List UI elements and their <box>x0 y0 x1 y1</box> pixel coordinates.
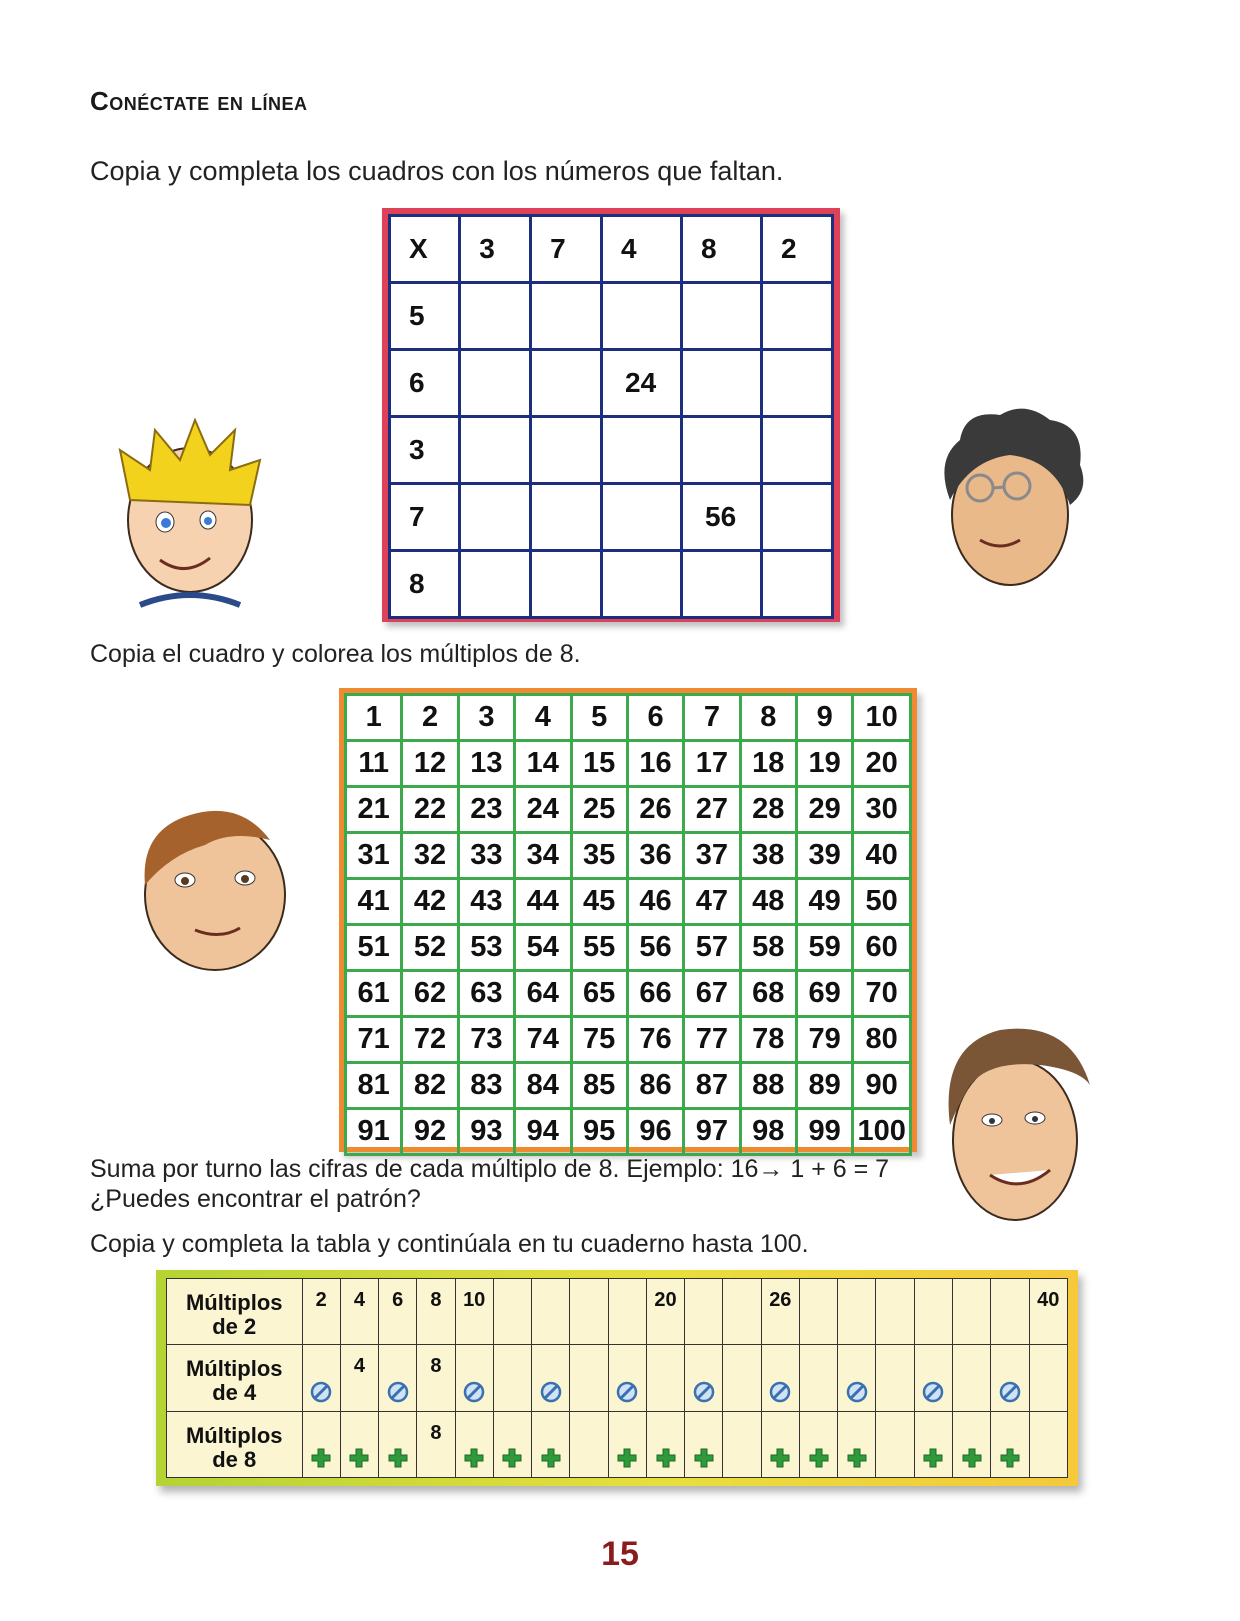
multiples-cell[interactable] <box>761 1345 799 1411</box>
hundred-cell[interactable]: 72 <box>402 1017 458 1063</box>
hundred-cell[interactable]: 81 <box>346 1063 402 1109</box>
hundred-cell[interactable]: 68 <box>740 971 796 1017</box>
multiples-cell[interactable] <box>685 1345 723 1411</box>
mult-cell[interactable] <box>460 484 531 551</box>
hundred-cell[interactable]: 6 <box>627 695 683 741</box>
multiples-cell[interactable] <box>570 1411 608 1477</box>
hundred-grid <box>344 693 912 1156</box>
hundred-cell[interactable]: 78 <box>740 1017 796 1063</box>
hundred-cell[interactable]: 11 <box>346 741 402 787</box>
instruction-sum-digits-line2: ¿Puedes encontrar el patrón? <box>90 1185 421 1213</box>
brown-hair-boy-illustration <box>110 790 310 985</box>
mult-row <box>390 350 833 417</box>
mult-row <box>390 551 833 618</box>
instruction-sum-digits <box>90 1154 889 1214</box>
hundred-cell[interactable]: 25 <box>571 787 627 833</box>
no-symbol-icon <box>387 1381 409 1403</box>
multiples-cell[interactable] <box>570 1279 608 1345</box>
green-plus-icon <box>808 1447 830 1469</box>
mult-column-header: 3 <box>460 216 531 283</box>
multiples-cell[interactable] <box>455 1345 493 1411</box>
green-plus-icon <box>310 1447 332 1469</box>
hundred-cell[interactable]: 57 <box>684 925 740 971</box>
multiples-cell[interactable] <box>417 1345 455 1411</box>
hundred-cell[interactable]: 16 <box>627 741 683 787</box>
multiples-cell[interactable] <box>493 1411 531 1477</box>
multiples-cell[interactable] <box>914 1345 952 1411</box>
mult-cell[interactable]: 24 <box>602 350 682 417</box>
multiples-cell[interactable] <box>646 1279 684 1345</box>
mult-cell[interactable] <box>531 484 602 551</box>
multiples-row-label-line2: de 2 <box>212 1314 257 1339</box>
hundred-cell[interactable]: 59 <box>797 925 853 971</box>
hundred-cell[interactable]: 32 <box>402 833 458 879</box>
hundred-cell[interactable]: 80 <box>853 1017 911 1063</box>
mult-header-row <box>390 216 833 283</box>
mult-column-header: 8 <box>682 216 762 283</box>
hundred-cell[interactable]: 37 <box>684 833 740 879</box>
hundred-cell[interactable]: 26 <box>627 787 683 833</box>
multiples-cell[interactable] <box>876 1345 914 1411</box>
hundred-cell[interactable]: 79 <box>797 1017 853 1063</box>
mult-cell[interactable] <box>460 350 531 417</box>
multiples-cell[interactable] <box>570 1345 608 1411</box>
green-plus-icon <box>463 1447 485 1469</box>
multiples-cell[interactable] <box>914 1279 952 1345</box>
multiples-cell[interactable] <box>914 1411 952 1477</box>
hundred-cell[interactable]: 19 <box>797 741 853 787</box>
hundred-cell[interactable]: 45 <box>571 879 627 925</box>
page-heading: Conéctate en línea <box>90 86 308 116</box>
hundred-cell[interactable]: 10 <box>853 695 911 741</box>
mult-cell[interactable] <box>762 417 833 484</box>
hundred-cell[interactable]: 9 <box>797 695 853 741</box>
hundred-cell[interactable]: 38 <box>740 833 796 879</box>
multiples-cell[interactable] <box>1029 1411 1067 1477</box>
hundred-cell[interactable]: 74 <box>515 1017 571 1063</box>
mult-row <box>390 417 833 484</box>
mult-row-header: 6 <box>390 350 460 417</box>
mult-cell[interactable] <box>460 551 531 618</box>
hundred-cell[interactable]: 35 <box>571 833 627 879</box>
multiples-cell[interactable] <box>532 1345 570 1411</box>
smiling-boy-illustration <box>930 1015 1100 1230</box>
mult-row <box>390 283 833 350</box>
hundred-row <box>346 1017 911 1063</box>
hundred-cell[interactable]: 7 <box>684 695 740 741</box>
hundred-cell[interactable]: 62 <box>402 971 458 1017</box>
hundred-cell[interactable]: 82 <box>402 1063 458 1109</box>
multiples-row-label-line1: Múltiplos <box>185 1356 283 1382</box>
green-plus-icon <box>616 1447 638 1469</box>
mult-row-header: 8 <box>390 551 460 618</box>
multiples-cell[interactable] <box>646 1411 684 1477</box>
hundred-cell[interactable]: 58 <box>740 925 796 971</box>
multiples-cell[interactable] <box>723 1345 761 1411</box>
multiples-cell-value: 8 <box>430 1421 442 1444</box>
curly-hair-boy-illustration <box>925 400 1095 610</box>
multiples-cell[interactable] <box>379 1345 417 1411</box>
hundred-row <box>346 741 911 787</box>
hundred-cell[interactable]: 22 <box>402 787 458 833</box>
multiples-cell[interactable] <box>685 1279 723 1345</box>
hundred-cell[interactable]: 93 <box>458 1109 514 1155</box>
hundred-cell[interactable]: 3 <box>458 695 514 741</box>
multiples-cell[interactable] <box>761 1411 799 1477</box>
hundred-cell[interactable]: 44 <box>515 879 571 925</box>
instruction-complete-tables: Copia y completa los cuadros con los números que faltan. <box>90 156 784 186</box>
hundred-cell[interactable]: 95 <box>571 1109 627 1155</box>
mult-cell[interactable] <box>531 417 602 484</box>
hundred-cell[interactable]: 1 <box>346 695 402 741</box>
hundred-row <box>346 925 911 971</box>
multiples-cell[interactable] <box>838 1411 876 1477</box>
hundred-cell[interactable]: 12 <box>402 741 458 787</box>
hundred-cell[interactable]: 42 <box>402 879 458 925</box>
multiples-cell[interactable] <box>1029 1279 1067 1345</box>
hundred-cell[interactable]: 56 <box>627 925 683 971</box>
hundred-cell[interactable]: 91 <box>346 1109 402 1155</box>
mult-cell[interactable] <box>762 350 833 417</box>
mult-cell[interactable]: 56 <box>682 484 762 551</box>
hundred-row <box>346 971 911 1017</box>
multiples-cell[interactable] <box>340 1411 378 1477</box>
hundred-cell[interactable]: 67 <box>684 971 740 1017</box>
multiples-cell[interactable] <box>493 1279 531 1345</box>
hundred-cell[interactable]: 51 <box>346 925 402 971</box>
multiples-cell[interactable] <box>493 1345 531 1411</box>
green-plus-icon <box>769 1447 791 1469</box>
multiples-cell-value: 26 <box>769 1289 792 1311</box>
hundred-row <box>346 1109 911 1155</box>
no-symbol-icon <box>846 1381 868 1403</box>
mult-cell[interactable] <box>602 551 682 618</box>
mult-row-header: 3 <box>390 417 460 484</box>
hundred-cell[interactable]: 47 <box>684 879 740 925</box>
page-number: 15 <box>601 1535 639 1573</box>
green-plus-icon <box>922 1447 944 1469</box>
multiples-cell[interactable] <box>608 1411 646 1477</box>
mult-cell[interactable] <box>602 484 682 551</box>
mult-cell[interactable] <box>531 283 602 350</box>
hundred-cell[interactable]: 55 <box>571 925 627 971</box>
green-plus-icon <box>655 1447 677 1469</box>
hundred-cell[interactable]: 27 <box>684 787 740 833</box>
mult-corner: X <box>390 216 460 283</box>
hundred-cell[interactable]: 85 <box>571 1063 627 1109</box>
instruction-color-multiples: Copia el cuadro y colorea los múltiplos de 8. <box>90 640 581 668</box>
mult-cell[interactable] <box>460 283 531 350</box>
hundred-cell[interactable]: 53 <box>458 925 514 971</box>
hundred-row <box>346 695 911 741</box>
hundred-cell[interactable]: 14 <box>515 741 571 787</box>
multiples-cell[interactable] <box>876 1279 914 1345</box>
mult-row-header: 5 <box>390 283 460 350</box>
multiples-table <box>156 1270 1078 1486</box>
mult-row-header: 7 <box>390 484 460 551</box>
multiples-cell[interactable] <box>455 1279 493 1345</box>
hundred-cell[interactable]: 41 <box>346 879 402 925</box>
multiples-cell[interactable] <box>608 1345 646 1411</box>
hundred-cell[interactable]: 54 <box>515 925 571 971</box>
hundred-cell[interactable]: 97 <box>684 1109 740 1155</box>
multiples-cell[interactable] <box>876 1411 914 1477</box>
hundred-cell[interactable]: 31 <box>346 833 402 879</box>
hundred-cell[interactable]: 36 <box>627 833 683 879</box>
mult-cell[interactable] <box>531 350 602 417</box>
multiples-row-label-line1: Múltiplos <box>185 1290 283 1315</box>
hundred-cell[interactable]: 87 <box>684 1063 740 1109</box>
mult-cell[interactable] <box>531 551 602 618</box>
blond-boy-illustration <box>100 410 280 610</box>
multiples-cell[interactable] <box>1029 1345 1067 1411</box>
hundred-cell[interactable]: 46 <box>627 879 683 925</box>
multiples-cell[interactable] <box>838 1345 876 1411</box>
multiples-cell-value: 4 <box>353 1289 365 1311</box>
multiples-cell[interactable] <box>838 1279 876 1345</box>
multiples-row-label <box>167 1345 303 1411</box>
hundred-cell[interactable]: 52 <box>402 925 458 971</box>
mult-cell[interactable] <box>762 484 833 551</box>
no-symbol-icon <box>769 1381 791 1403</box>
hundred-cell[interactable]: 43 <box>458 879 514 925</box>
hundred-cell[interactable]: 90 <box>853 1063 911 1109</box>
multiples-cell[interactable] <box>991 1345 1029 1411</box>
no-symbol-icon <box>310 1381 332 1403</box>
hundred-cell[interactable]: 39 <box>797 833 853 879</box>
hundred-cell[interactable]: 84 <box>515 1063 571 1109</box>
multiples-cell-value: 4 <box>353 1355 365 1378</box>
multiples-cell[interactable] <box>340 1279 378 1345</box>
hundred-cell[interactable]: 30 <box>853 787 911 833</box>
multiples-cell[interactable] <box>799 1345 837 1411</box>
multiples-row-label <box>167 1411 303 1477</box>
multiples-cell-value: 6 <box>392 1289 404 1311</box>
multiples-row <box>167 1345 1068 1411</box>
green-plus-icon <box>846 1447 868 1469</box>
mult-cell[interactable] <box>682 551 762 618</box>
hundred-cell[interactable]: 77 <box>684 1017 740 1063</box>
hundred-chart <box>339 688 917 1152</box>
multiples-cell-value: 10 <box>463 1289 486 1311</box>
green-plus-icon <box>693 1447 715 1469</box>
hundred-cell[interactable]: 20 <box>853 741 911 787</box>
multiples-cell[interactable] <box>417 1279 455 1345</box>
multiples-grid <box>166 1278 1068 1478</box>
no-symbol-icon <box>463 1381 485 1403</box>
multiples-row <box>167 1279 1068 1345</box>
hundred-cell[interactable]: 71 <box>346 1017 402 1063</box>
hundred-cell[interactable]: 83 <box>458 1063 514 1109</box>
green-plus-icon <box>348 1447 370 1469</box>
hundred-cell[interactable]: 63 <box>458 971 514 1017</box>
multiples-cell[interactable] <box>953 1345 991 1411</box>
no-symbol-icon <box>999 1381 1021 1403</box>
multiples-cell[interactable] <box>991 1411 1029 1477</box>
no-symbol-icon <box>540 1381 562 1403</box>
multiples-cell-value: 8 <box>430 1355 442 1378</box>
hundred-cell[interactable]: 89 <box>797 1063 853 1109</box>
multiples-cell[interactable] <box>302 1345 340 1411</box>
hundred-cell[interactable]: 70 <box>853 971 911 1017</box>
mult-column-header: 7 <box>531 216 602 283</box>
mult-cell[interactable] <box>682 417 762 484</box>
hundred-cell[interactable]: 2 <box>402 695 458 741</box>
green-plus-icon <box>961 1447 983 1469</box>
hundred-row <box>346 879 911 925</box>
multiplication-grid <box>388 214 834 619</box>
multiples-row-label <box>167 1279 303 1345</box>
multiples-cell[interactable] <box>761 1279 799 1345</box>
mult-cell[interactable] <box>682 350 762 417</box>
hundred-cell[interactable]: 49 <box>797 879 853 925</box>
mult-cell[interactable] <box>602 283 682 350</box>
hundred-cell[interactable]: 50 <box>853 879 911 925</box>
multiples-row <box>167 1411 1068 1477</box>
multiples-row-label-line2: de 4 <box>212 1380 257 1406</box>
mult-cell[interactable] <box>602 417 682 484</box>
hundred-cell[interactable]: 8 <box>740 695 796 741</box>
hundred-cell[interactable]: 28 <box>740 787 796 833</box>
hundred-cell[interactable]: 34 <box>515 833 571 879</box>
hundred-cell[interactable]: 29 <box>797 787 853 833</box>
multiples-cell-value: 8 <box>430 1289 442 1311</box>
hundred-cell[interactable]: 76 <box>627 1017 683 1063</box>
hundred-cell[interactable]: 21 <box>346 787 402 833</box>
mult-cell[interactable] <box>682 283 762 350</box>
multiples-cell[interactable] <box>302 1279 340 1345</box>
hundred-cell[interactable]: 5 <box>571 695 627 741</box>
hundred-cell[interactable]: 18 <box>740 741 796 787</box>
hundred-cell[interactable]: 17 <box>684 741 740 787</box>
multiples-cell[interactable] <box>799 1279 837 1345</box>
hundred-cell[interactable]: 88 <box>740 1063 796 1109</box>
hundred-cell[interactable]: 100 <box>853 1109 911 1155</box>
hundred-cell[interactable]: 92 <box>402 1109 458 1155</box>
multiples-cell-value: 2 <box>315 1289 327 1311</box>
multiples-cell-value: 20 <box>654 1289 677 1311</box>
hundred-cell[interactable]: 96 <box>627 1109 683 1155</box>
instruction-sum-digits-line1: Suma por turno las cifras de cada múltiplo de 8. Ejemplo: 16→ 1 + 6 = 7 <box>90 1155 890 1183</box>
hundred-cell[interactable]: 40 <box>853 833 911 879</box>
hundred-cell[interactable]: 60 <box>853 925 911 971</box>
hundred-row <box>346 787 911 833</box>
green-plus-icon <box>999 1447 1021 1469</box>
multiples-cell[interactable] <box>953 1411 991 1477</box>
hundred-cell[interactable]: 23 <box>458 787 514 833</box>
hundred-cell[interactable]: 75 <box>571 1017 627 1063</box>
mult-column-header: 4 <box>602 216 682 283</box>
multiples-cell[interactable] <box>379 1411 417 1477</box>
multiples-cell[interactable] <box>953 1279 991 1345</box>
multiples-cell[interactable] <box>532 1411 570 1477</box>
multiples-cell-value: 40 <box>1037 1289 1060 1311</box>
mult-row <box>390 484 833 551</box>
multiples-cell[interactable] <box>723 1279 761 1345</box>
green-plus-icon <box>501 1447 523 1469</box>
hundred-cell[interactable]: 69 <box>797 971 853 1017</box>
hundred-row <box>346 1063 911 1109</box>
hundred-cell[interactable]: 98 <box>740 1109 796 1155</box>
multiples-cell[interactable] <box>646 1345 684 1411</box>
multiples-cell[interactable] <box>991 1279 1029 1345</box>
multiples-row-label-line2: de 8 <box>212 1446 257 1472</box>
hundred-cell[interactable]: 4 <box>515 695 571 741</box>
mult-column-header: 2 <box>762 216 833 283</box>
no-symbol-icon <box>693 1381 715 1403</box>
multiples-cell[interactable] <box>532 1279 570 1345</box>
hundred-cell[interactable]: 48 <box>740 879 796 925</box>
green-plus-icon <box>540 1447 562 1469</box>
multiples-cell[interactable] <box>723 1411 761 1477</box>
mult-cell[interactable] <box>762 283 833 350</box>
multiples-cell[interactable] <box>799 1411 837 1477</box>
multiplication-table <box>382 208 840 622</box>
hundred-cell[interactable]: 33 <box>458 833 514 879</box>
multiples-cell[interactable] <box>608 1279 646 1345</box>
mult-cell[interactable] <box>460 417 531 484</box>
hundred-cell[interactable]: 73 <box>458 1017 514 1063</box>
hundred-cell[interactable]: 99 <box>797 1109 853 1155</box>
multiples-cell[interactable] <box>379 1279 417 1345</box>
hundred-cell[interactable]: 86 <box>627 1063 683 1109</box>
multiples-cell[interactable] <box>455 1411 493 1477</box>
multiples-row-label-line1: Múltiplos <box>185 1422 283 1448</box>
multiples-cell[interactable] <box>417 1411 455 1477</box>
multiples-cell[interactable] <box>340 1345 378 1411</box>
no-symbol-icon <box>616 1381 638 1403</box>
hundred-cell[interactable]: 15 <box>571 741 627 787</box>
hundred-cell[interactable]: 24 <box>515 787 571 833</box>
no-symbol-icon <box>922 1381 944 1403</box>
hundred-cell[interactable]: 94 <box>515 1109 571 1155</box>
instruction-complete-multiples: Copia y completa la tabla y continúala en tu cuaderno hasta 100. <box>90 1230 809 1258</box>
hundred-cell[interactable]: 13 <box>458 741 514 787</box>
multiples-cell[interactable] <box>302 1411 340 1477</box>
hundred-row <box>346 833 911 879</box>
mult-cell[interactable] <box>762 551 833 618</box>
multiples-cell[interactable] <box>685 1411 723 1477</box>
hundred-cell[interactable]: 66 <box>627 971 683 1017</box>
hundred-cell[interactable]: 61 <box>346 971 402 1017</box>
hundred-cell[interactable]: 65 <box>571 971 627 1017</box>
green-plus-icon <box>387 1447 409 1469</box>
hundred-cell[interactable]: 64 <box>515 971 571 1017</box>
